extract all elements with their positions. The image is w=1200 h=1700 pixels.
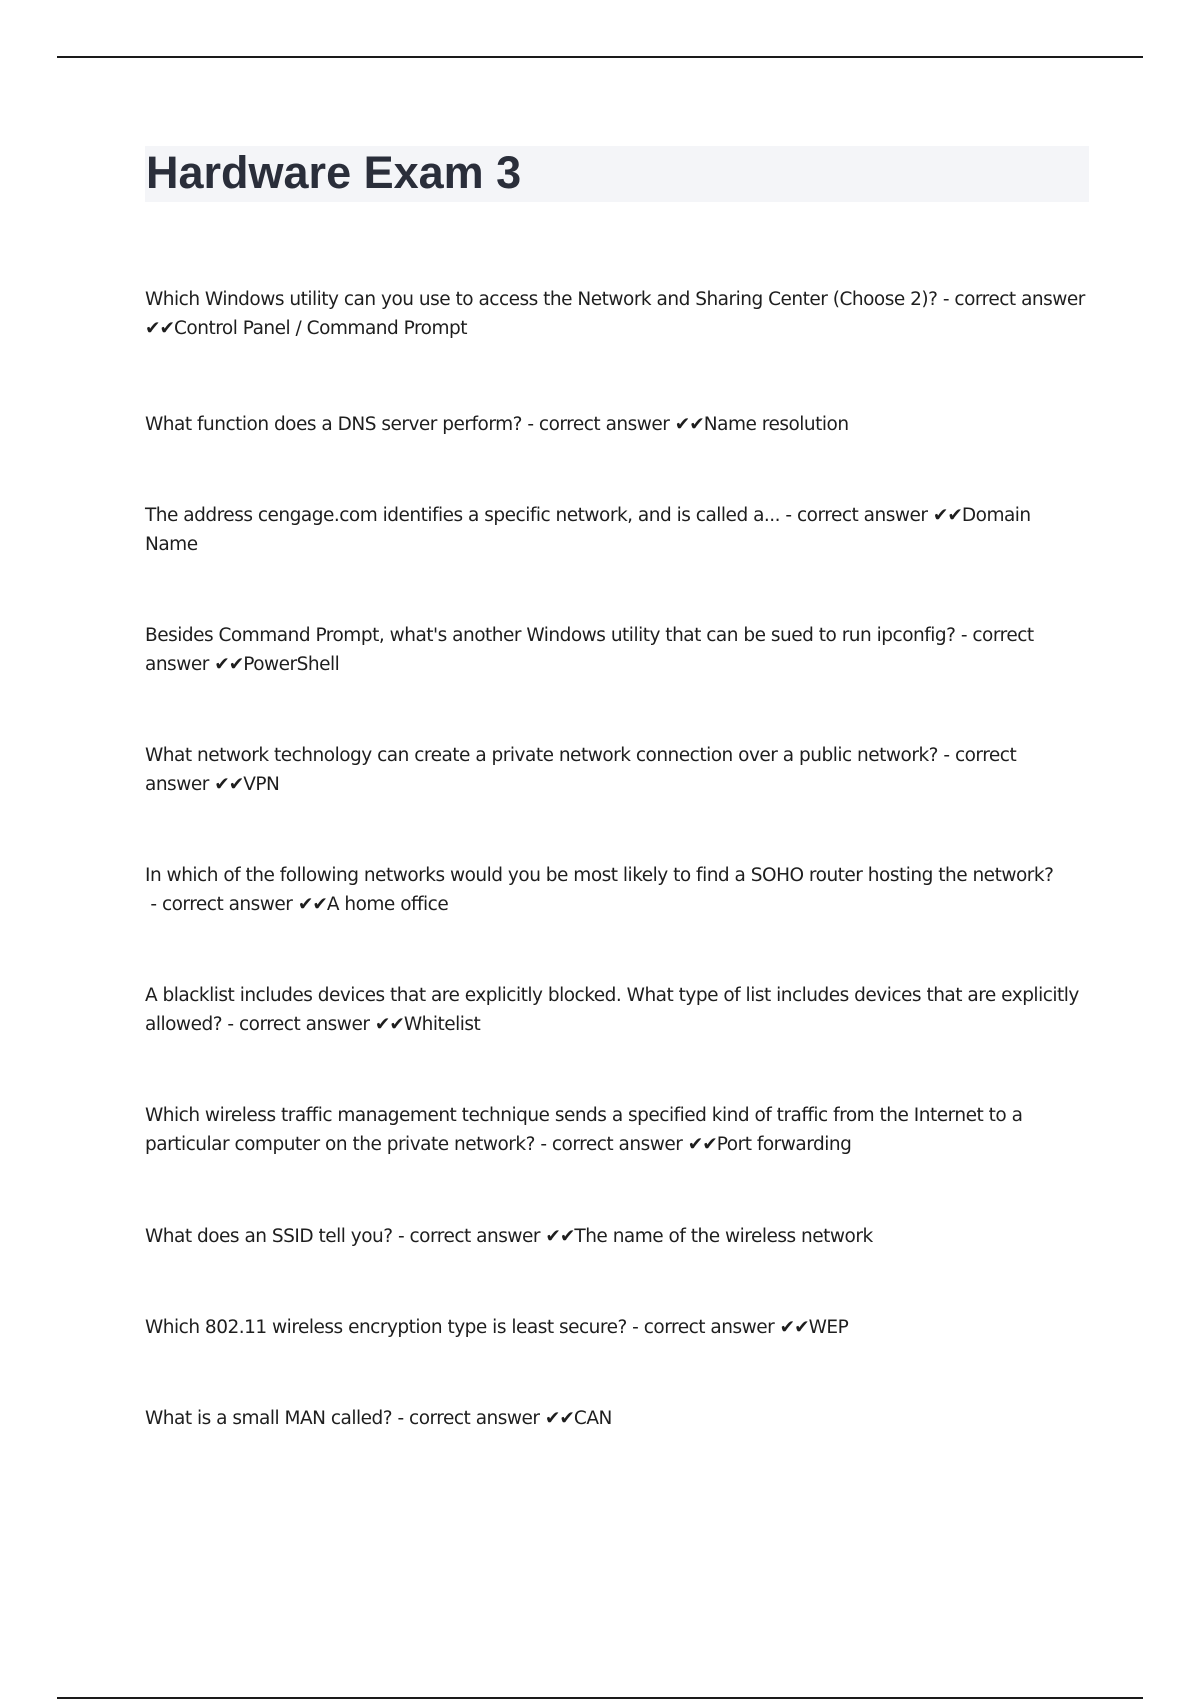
check-icon: ✔✔ <box>545 1226 575 1247</box>
question-text: Which Windows utility can you use to access the Network and Sharing Center (Choose 2)? <box>145 289 938 310</box>
check-icon: ✔✔ <box>544 1408 574 1429</box>
qa-item-6 <box>145 861 1085 919</box>
question-text: Besides Command Prompt, what's another Windows utility that can be sued to run ipconfig? <box>145 625 956 646</box>
question-text: Which wireless traffic management technique sends a specified kind of traffic from the Internet to a particular computer on the private network? <box>145 1105 1023 1155</box>
separator: - <box>937 289 955 310</box>
answer-text: Whitelist <box>403 1014 481 1035</box>
question-text: The address cengage.com identifies a specific network, and is called a... <box>145 505 781 526</box>
separator: - <box>780 505 797 526</box>
check-icon: ✔✔ <box>214 654 244 675</box>
answer-label: correct answer <box>145 745 1017 795</box>
check-icon: ✔✔ <box>145 318 175 339</box>
separator: - <box>626 1317 644 1338</box>
check-icon: ✔✔ <box>297 894 327 915</box>
answer-text: A home office <box>326 894 449 915</box>
separator: - <box>392 1408 410 1429</box>
answer-text: Control Panel / Command Prompt <box>174 318 468 339</box>
answer-text: Name resolution <box>703 414 849 435</box>
qa-item-4 <box>145 621 1085 679</box>
question-text: What network technology can create a private network connection over a public network? <box>145 745 938 766</box>
answer-label: correct answer <box>238 1014 370 1035</box>
check-icon: ✔✔ <box>779 1317 809 1338</box>
question-text: What function does a DNS server perform? <box>145 414 522 435</box>
answer-text: Domain Name <box>145 505 1031 555</box>
check-icon: ✔✔ <box>687 1134 717 1155</box>
answer-text: VPN <box>243 774 280 795</box>
question-text: Which 802.11 wireless encryption type is least secure? <box>145 1317 627 1338</box>
qa-item-10 <box>145 1313 1085 1342</box>
check-icon: ✔✔ <box>214 774 244 795</box>
top-divider <box>57 56 1143 58</box>
answer-label: correct answer <box>409 1226 540 1247</box>
question-text: What is a small MAN called? <box>145 1408 393 1429</box>
qa-item-11 <box>145 1404 1085 1433</box>
qa-item-1 <box>145 285 1085 343</box>
answer-text: Port forwarding <box>716 1134 852 1155</box>
separator: - <box>534 1134 552 1155</box>
page-title: Hardware Exam 3 <box>146 147 522 198</box>
qa-item-9 <box>145 1222 1085 1251</box>
qa-item-5 <box>145 741 1085 799</box>
check-icon: ✔✔ <box>674 414 704 435</box>
question-text: What does an SSID tell you? <box>145 1226 393 1247</box>
qa-item-2 <box>145 410 1085 439</box>
check-icon: ✔✔ <box>932 505 962 526</box>
question-text: A blacklist includes devices that are explicitly blocked. What type of list includes devices that are explicitly allowed? <box>145 985 1079 1035</box>
answer-label: correct answer <box>954 289 1085 310</box>
question-text: In which of the following networks would you be most likely to find a SOHO router hosting the network? <box>145 865 1054 886</box>
check-icon: ✔✔ <box>374 1014 404 1035</box>
answer-text: WEP <box>808 1317 849 1338</box>
answer-label: correct answer <box>161 894 293 915</box>
separator: - <box>392 1226 410 1247</box>
qa-item-3 <box>145 501 1085 559</box>
separator: - <box>521 414 539 435</box>
qa-item-8 <box>145 1101 1085 1159</box>
answer-label: correct answer <box>145 625 1034 675</box>
answer-text: CAN <box>573 1408 612 1429</box>
answer-label: correct answer <box>409 1408 540 1429</box>
answer-text: The name of the wireless network <box>574 1226 873 1247</box>
answer-label: correct answer <box>538 414 670 435</box>
answer-text: PowerShell <box>243 654 340 675</box>
answer-label: correct answer <box>643 1317 775 1338</box>
separator: - <box>938 745 955 766</box>
qa-item-7 <box>145 981 1085 1039</box>
separator: - <box>222 1014 239 1035</box>
separator: - <box>955 625 973 646</box>
answer-label: correct answer <box>796 505 928 526</box>
separator: - <box>145 894 162 915</box>
bottom-divider <box>57 1697 1143 1699</box>
answer-label: correct answer <box>551 1134 683 1155</box>
